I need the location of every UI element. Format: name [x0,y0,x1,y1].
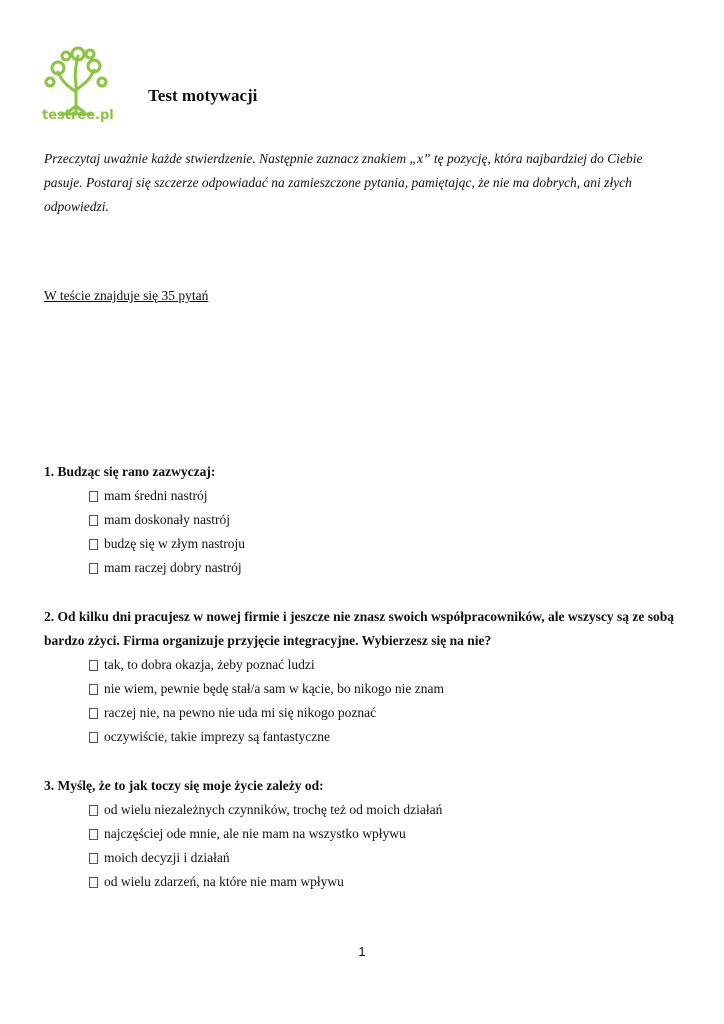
checkbox-icon[interactable] [89,491,98,502]
answer-label: oczywiście, takie imprezy są fantastyczne [104,729,331,744]
question-title: 1. Budząc się rano zazwyczaj: [44,464,216,479]
question-count: W teście znajduje się 35 pytań [44,288,209,303]
checkbox-icon[interactable] [89,539,98,550]
checkbox-icon[interactable] [89,660,98,671]
answer-option[interactable] [89,822,684,846]
answer-option[interactable] [89,725,684,749]
instructions: Przeczytaj uważnie każde stwierdzenie. Następnie zaznacz znakiem „x” tę pozycję, która najbardziej do Ciebie pasuje. Postaraj się szczerze odpowiadać na zamieszczone pytania, pamiętając, że nie ma dobrych, ani złych odpowiedzi. [44,151,643,214]
page-number: 1 [358,944,366,959]
answer-label: nie wiem, pewnie będę stał/a sam w kącie, bo nikogo nie znam [104,681,445,696]
checkbox-icon[interactable] [89,805,98,816]
checkbox-icon[interactable] [89,829,98,840]
answer-label: mam średni nastrój [104,488,208,503]
answer-label: tak, to dobra okazja, żeby poznać ludzi [104,657,315,672]
answer-label: mam doskonały nastrój [104,512,230,527]
answer-label: moich decyzji i działań [104,850,230,865]
answer-option[interactable] [89,846,684,870]
checkbox-icon[interactable] [89,853,98,864]
checkbox-icon[interactable] [89,877,98,888]
answer-option[interactable] [89,508,684,532]
answer-option[interactable] [89,677,684,701]
checkbox-icon[interactable] [89,708,98,719]
answer-label: od wielu zdarzeń, na które nie mam wpływu [104,874,344,889]
answer-list [44,484,684,580]
answer-option[interactable] [89,653,684,677]
answer-option[interactable] [89,798,684,822]
question-title: 3. Myślę, że to jak toczy się moje życie zależy od: [44,778,324,793]
checkbox-icon[interactable] [89,684,98,695]
answer-option[interactable] [89,532,684,556]
testree-logo [38,42,114,132]
checkbox-icon[interactable] [89,563,98,574]
logo-text: testree.pl [42,108,114,123]
answer-list [44,798,684,894]
answer-list [44,653,684,749]
question-1 [44,460,684,580]
checkbox-icon[interactable] [89,732,98,743]
answer-label: od wielu niezależnych czynników, trochę też od moich działań [104,802,443,817]
question-2 [44,605,684,749]
answer-label: budzę się w złym nastroju [104,536,245,551]
answer-label: raczej nie, na pewno nie uda mi się nikogo poznać [104,705,377,720]
answer-option[interactable] [89,484,684,508]
answer-option[interactable] [89,701,684,725]
answer-option[interactable] [89,870,684,894]
answer-option[interactable] [89,556,684,580]
answer-label: najczęściej ode mnie, ale nie mam na wszystko wpływu [104,826,406,841]
checkbox-icon[interactable] [89,515,98,526]
page-title: Test motywacji [148,86,258,105]
question-title: 2. Od kilku dni pracujesz w nowej firmie i jeszcze nie znasz swoich współpracowników, ale wszyscy są ze sobą bardzo zżyci. Firma organizuje przyjęcie integracyjne. Wybierzesz się na nie? [44,609,674,648]
answer-label: mam raczej dobry nastrój [104,560,242,575]
question-3 [44,774,684,894]
